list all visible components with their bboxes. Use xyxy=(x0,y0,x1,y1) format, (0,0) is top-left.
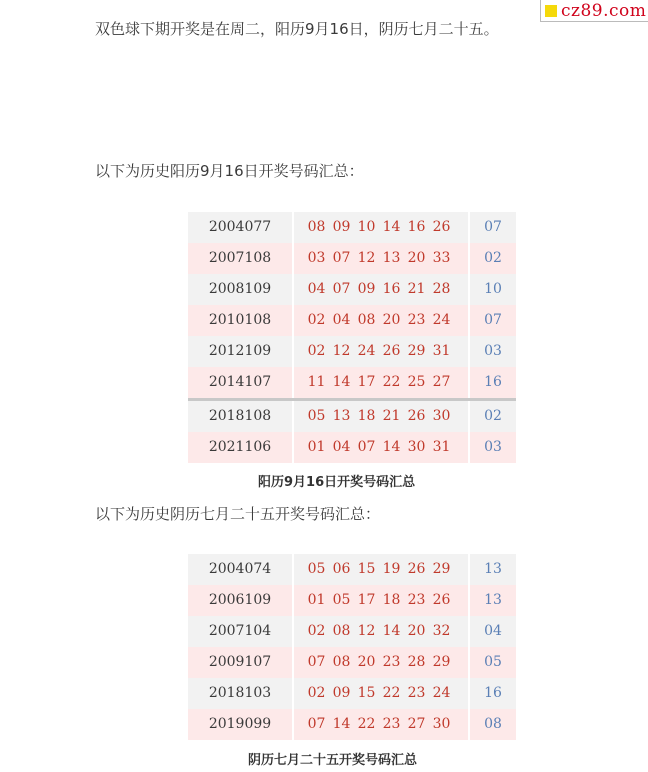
blue-ball-number: 02 xyxy=(469,400,516,433)
draw-row xyxy=(188,367,516,400)
red-balls xyxy=(293,432,469,463)
red-ball-number: 14 xyxy=(332,374,351,390)
blue-ball-number: 05 xyxy=(469,647,516,678)
red-ball-number: 02 xyxy=(307,685,326,701)
red-balls xyxy=(293,554,469,585)
red-ball-number: 08 xyxy=(307,219,326,235)
red-ball-number: 29 xyxy=(432,561,451,577)
red-ball-number: 01 xyxy=(307,439,326,455)
red-ball-number: 14 xyxy=(382,439,401,455)
red-balls xyxy=(293,585,469,616)
red-ball-number: 32 xyxy=(432,623,451,639)
red-ball-number: 01 xyxy=(307,592,326,608)
draw-row xyxy=(188,305,516,336)
red-ball-number: 26 xyxy=(382,343,401,359)
red-balls xyxy=(293,274,469,305)
section1-caption: 阳历9月16日开奖号码汇总 xyxy=(258,475,416,490)
red-ball-number: 13 xyxy=(332,408,351,424)
red-ball-number: 15 xyxy=(357,685,376,701)
red-ball-number: 12 xyxy=(357,250,376,266)
red-balls xyxy=(293,709,469,740)
draw-row xyxy=(188,585,516,616)
section2-heading: 以下为历史阴历七月二十五开奖号码汇总： xyxy=(95,505,381,523)
red-ball-number: 05 xyxy=(332,592,351,608)
red-ball-number: 02 xyxy=(307,623,326,639)
blue-ball-number: 13 xyxy=(469,585,516,616)
red-ball-number: 26 xyxy=(432,219,451,235)
red-ball-number: 24 xyxy=(357,343,376,359)
draw-row xyxy=(188,212,516,243)
draw-row xyxy=(188,647,516,678)
red-ball-number: 26 xyxy=(432,592,451,608)
issue-number: 2012109 xyxy=(188,336,293,367)
draw-row xyxy=(188,400,516,433)
red-ball-number: 13 xyxy=(382,250,401,266)
red-ball-number: 27 xyxy=(432,374,451,390)
blue-ball-number: 02 xyxy=(469,243,516,274)
red-ball-number: 14 xyxy=(382,623,401,639)
issue-number: 2004077 xyxy=(188,212,293,243)
red-ball-number: 20 xyxy=(357,654,376,670)
red-ball-number: 09 xyxy=(332,685,351,701)
red-ball-number: 07 xyxy=(332,250,351,266)
red-ball-number: 23 xyxy=(382,716,401,732)
red-ball-number: 29 xyxy=(432,654,451,670)
red-ball-number: 05 xyxy=(307,408,326,424)
red-balls xyxy=(293,647,469,678)
red-ball-number: 02 xyxy=(307,343,326,359)
lunar-date-draws-table xyxy=(188,554,516,740)
red-ball-number: 19 xyxy=(382,561,401,577)
blue-ball-number: 04 xyxy=(469,616,516,647)
issue-number: 2004074 xyxy=(188,554,293,585)
issue-number: 2014107 xyxy=(188,367,293,400)
red-ball-number: 22 xyxy=(382,374,401,390)
red-balls xyxy=(293,243,469,274)
red-ball-number: 30 xyxy=(432,716,451,732)
red-ball-number: 18 xyxy=(357,408,376,424)
red-ball-number: 04 xyxy=(307,281,326,297)
red-balls xyxy=(293,400,469,433)
red-ball-number: 22 xyxy=(382,685,401,701)
watermark-text: cz89.com xyxy=(561,0,647,21)
red-ball-number: 09 xyxy=(332,219,351,235)
issue-number: 2010108 xyxy=(188,305,293,336)
draw-row xyxy=(188,616,516,647)
red-ball-number: 18 xyxy=(382,592,401,608)
red-ball-number: 23 xyxy=(407,685,426,701)
issue-number: 2007104 xyxy=(188,616,293,647)
blue-ball-number: 03 xyxy=(469,336,516,367)
issue-number: 2018103 xyxy=(188,678,293,709)
red-ball-number: 28 xyxy=(407,654,426,670)
red-ball-number: 24 xyxy=(432,312,451,328)
red-ball-number: 08 xyxy=(332,623,351,639)
red-balls xyxy=(293,305,469,336)
blue-ball-number: 03 xyxy=(469,432,516,463)
red-ball-number: 06 xyxy=(332,561,351,577)
red-ball-number: 20 xyxy=(382,312,401,328)
red-ball-number: 10 xyxy=(357,219,376,235)
draw-row xyxy=(188,709,516,740)
draw-row xyxy=(188,336,516,367)
red-ball-number: 30 xyxy=(432,408,451,424)
red-ball-number: 03 xyxy=(307,250,326,266)
red-ball-number: 12 xyxy=(357,623,376,639)
blue-ball-number: 16 xyxy=(469,367,516,400)
red-ball-number: 21 xyxy=(382,408,401,424)
red-ball-number: 26 xyxy=(407,561,426,577)
red-ball-number: 09 xyxy=(357,281,376,297)
red-ball-number: 05 xyxy=(307,561,326,577)
red-ball-number: 14 xyxy=(332,716,351,732)
section1-heading: 以下为历史阳历9月16日开奖号码汇总： xyxy=(95,162,364,180)
red-ball-number: 02 xyxy=(307,312,326,328)
red-ball-number: 31 xyxy=(432,439,451,455)
issue-number: 2008109 xyxy=(188,274,293,305)
red-ball-number: 20 xyxy=(407,250,426,266)
red-ball-number: 08 xyxy=(332,654,351,670)
red-ball-number: 14 xyxy=(382,219,401,235)
issue-number: 2006109 xyxy=(188,585,293,616)
red-ball-number: 16 xyxy=(382,281,401,297)
red-ball-number: 26 xyxy=(407,408,426,424)
red-ball-number: 25 xyxy=(407,374,426,390)
section2-caption: 阴历七月二十五开奖号码汇总 xyxy=(248,753,418,768)
red-ball-number: 33 xyxy=(432,250,451,266)
red-ball-number: 15 xyxy=(357,561,376,577)
red-ball-number: 16 xyxy=(407,219,426,235)
red-balls xyxy=(293,616,469,647)
draw-row xyxy=(188,678,516,709)
blue-ball-number: 08 xyxy=(469,709,516,740)
red-ball-number: 04 xyxy=(332,439,351,455)
red-ball-number: 29 xyxy=(407,343,426,359)
red-ball-number: 23 xyxy=(382,654,401,670)
red-ball-number: 07 xyxy=(307,716,326,732)
red-ball-number: 12 xyxy=(332,343,351,359)
red-ball-number: 27 xyxy=(407,716,426,732)
issue-number: 2007108 xyxy=(188,243,293,274)
red-ball-number: 23 xyxy=(407,592,426,608)
logo-square-icon xyxy=(545,5,557,17)
solar-date-draws-table xyxy=(188,212,516,463)
red-ball-number: 23 xyxy=(407,312,426,328)
red-ball-number: 17 xyxy=(357,592,376,608)
red-ball-number: 07 xyxy=(332,281,351,297)
red-ball-number: 08 xyxy=(357,312,376,328)
red-ball-number: 04 xyxy=(332,312,351,328)
intro-paragraph: 双色球下期开奖是在周二，阳历9月16日，阴历七月二十五。 xyxy=(95,20,499,38)
blue-ball-number: 07 xyxy=(469,305,516,336)
draw-row xyxy=(188,432,516,463)
red-ball-number: 20 xyxy=(407,623,426,639)
red-balls xyxy=(293,212,469,243)
draw-row xyxy=(188,243,516,274)
red-ball-number: 22 xyxy=(357,716,376,732)
blue-ball-number: 07 xyxy=(469,212,516,243)
red-ball-number: 07 xyxy=(357,439,376,455)
blue-ball-number: 16 xyxy=(469,678,516,709)
issue-number: 2018108 xyxy=(188,400,293,433)
red-ball-number: 30 xyxy=(407,439,426,455)
issue-number: 2019099 xyxy=(188,709,293,740)
red-ball-number: 11 xyxy=(307,374,326,390)
draw-row xyxy=(188,554,516,585)
red-ball-number: 21 xyxy=(407,281,426,297)
red-ball-number: 17 xyxy=(357,374,376,390)
red-balls xyxy=(293,678,469,709)
issue-number: 2021106 xyxy=(188,432,293,463)
blue-ball-number: 13 xyxy=(469,554,516,585)
site-watermark xyxy=(540,0,648,22)
draw-row xyxy=(188,274,516,305)
blue-ball-number: 10 xyxy=(469,274,516,305)
red-balls xyxy=(293,367,469,400)
red-ball-number: 24 xyxy=(432,685,451,701)
red-ball-number: 31 xyxy=(432,343,451,359)
red-ball-number: 07 xyxy=(307,654,326,670)
issue-number: 2009107 xyxy=(188,647,293,678)
red-ball-number: 28 xyxy=(432,281,451,297)
red-balls xyxy=(293,336,469,367)
